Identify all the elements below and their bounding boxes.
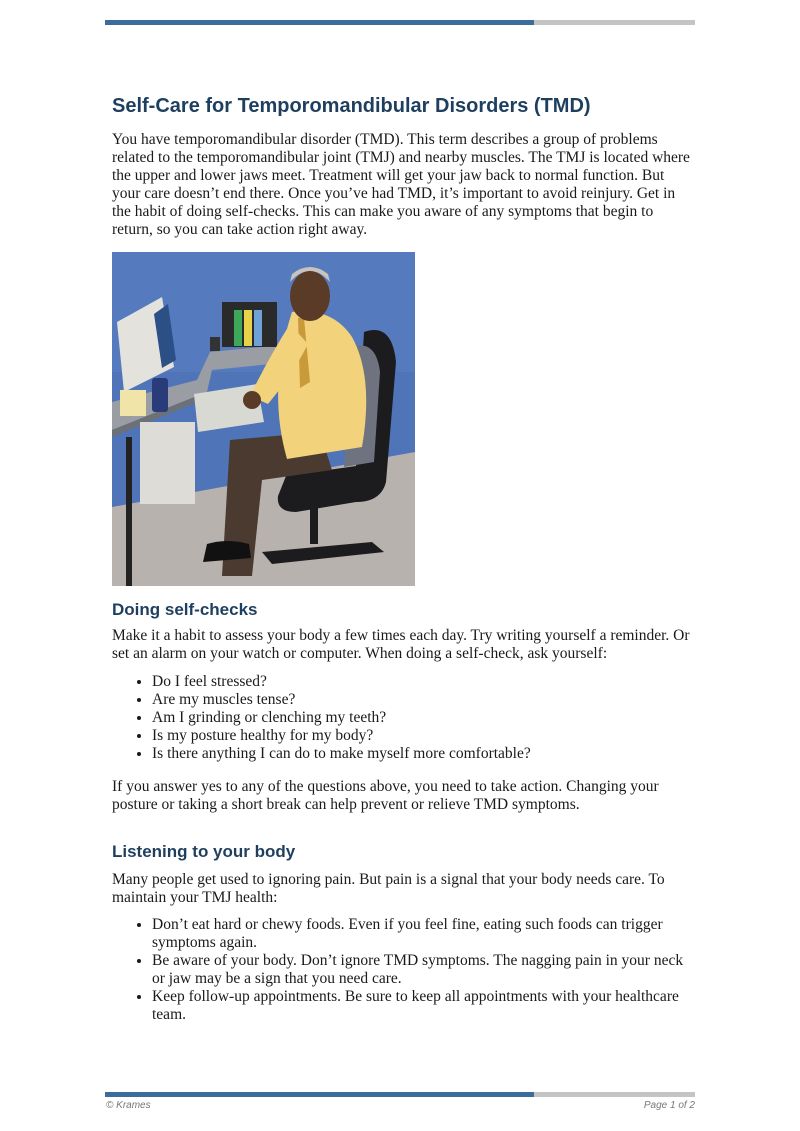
list-item: • Do I feel stressed?	[152, 673, 696, 691]
list-item	[152, 988, 696, 1024]
photo-man-head	[290, 271, 330, 321]
bottom-rule-gray	[534, 1092, 695, 1097]
self-checks-intro: Make it a habit to assess your body a few times each day. Try writing yourself a reminder. Or set an alarm on your watch or computer. When doing a self-check, ask yourself:	[112, 627, 690, 662]
top-rule	[105, 20, 695, 25]
list-item: • Am I grinding or clenching my teeth?	[152, 709, 696, 727]
bottom-rule	[105, 1092, 695, 1097]
list-item: • Be aware of your body. Don’t ignore TMD symptoms. The nagging pain in your neck or jaw may be a sign that you need care.	[152, 952, 696, 988]
footer-page-number: Page 1 of 2	[643, 1100, 695, 1111]
list-item: • Don’t eat hard or chewy foods. Even if you feel fine, eating such foods can trigger symptoms again.	[152, 916, 696, 952]
document-body	[112, 93, 696, 1024]
page-title: Self-Care for Temporomandibular Disorders (TMD)	[112, 95, 591, 117]
bottom-rule-blue	[105, 1092, 534, 1097]
list-item: • Is there anything I can do to make myself more comfortable?	[152, 745, 696, 763]
photo-cpu-tower	[140, 422, 195, 504]
photo-man-at-computer-desk	[112, 252, 415, 586]
heading-listening-to-your-body: Listening to your body	[112, 842, 296, 861]
photo-mug	[152, 378, 168, 412]
listening-intro: Many people get used to ignoring pain. But pain is a signal that your body needs care. To maintain your TMJ health:	[112, 871, 665, 906]
list-item-tail: team.	[152, 1006, 186, 1023]
self-checks-list	[112, 673, 696, 763]
photo-desk-leg	[126, 437, 132, 586]
top-rule-gray	[534, 20, 695, 25]
self-checks-outro: If you answer yes to any of the questions above, you need to take action. Changing your posture or taking a short break can help prevent or relieve TMD symptoms.	[112, 778, 659, 813]
list-item: • Are my muscles tense?	[152, 691, 696, 709]
heading-doing-self-checks: Doing self-checks	[112, 600, 258, 619]
footer-copyright: © Krames	[106, 1100, 151, 1111]
list-item: • Is my posture healthy for my body?	[152, 727, 696, 745]
list-item-text: Keep follow-up appointments. Be sure to keep all appointments with your healthcare	[152, 988, 679, 1005]
top-rule-blue	[105, 20, 534, 25]
intro-paragraph: You have temporomandibular disorder (TMD). This term describes a group of problems related to the temporomandibular joint (TMJ) and nearby muscles. The TMJ is located where the upper and lower jaws meet. Treatment will get your jaw back to normal function. But your care doesn’t end there. Once you’ve had TMD, it’s important to avoid reinjury. Get in the habit of doing self-checks. This can make you aware of any symptoms that begin to return, so you can take action right away.	[112, 131, 690, 238]
listening-list	[112, 916, 696, 1024]
